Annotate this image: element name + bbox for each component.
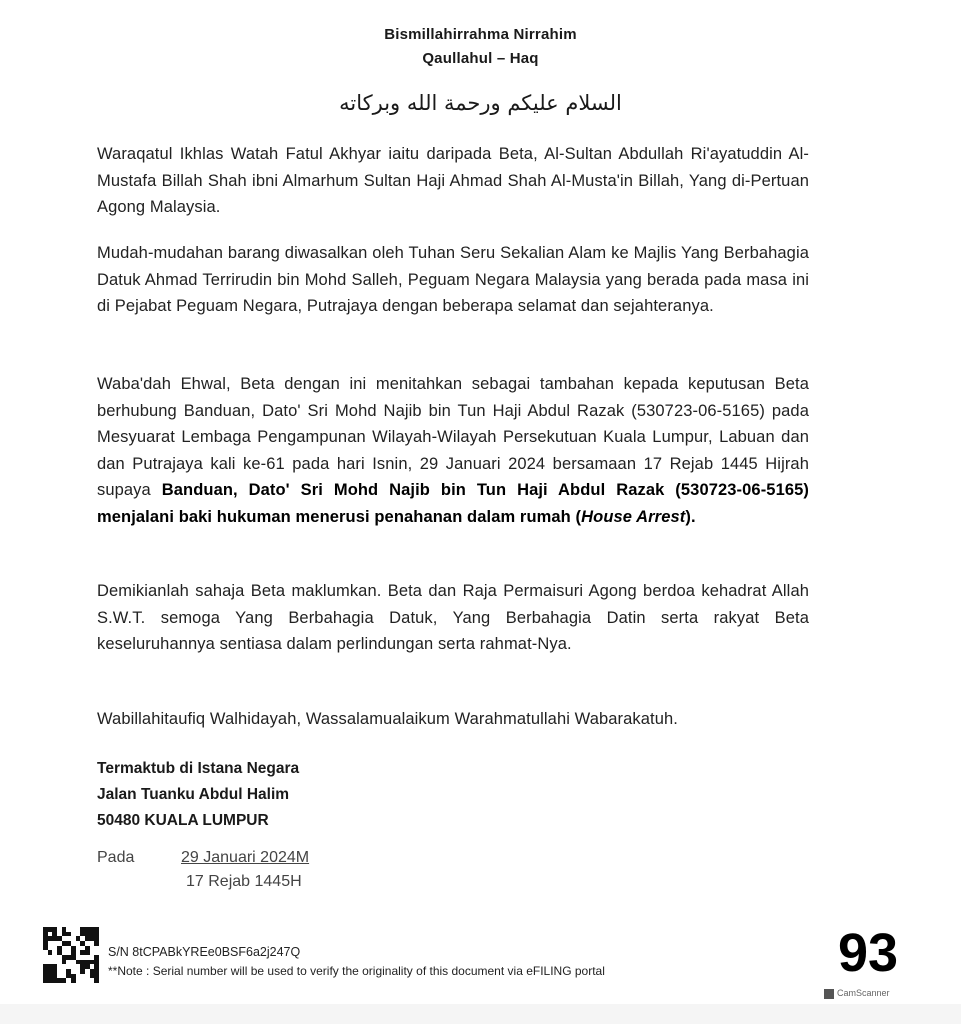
paragraph-3-bold-end: ). bbox=[685, 507, 696, 526]
serial-note: **Note : Serial number will be used to verify the originality of this document via eFILING portal bbox=[108, 964, 605, 978]
paragraph-3-text: Waba'dah Ehwal, Beta dengan ini menitahkan sebagai tambahan kepada keputusan Beta berhubung Banduan, Dato' Sri Mohd Najib bin Tun Haji Abdul Razak (530723-06-5165) pada Mesyuarat Lembaga Pengampunan Wilayah-Wilayah Persekutuan Kuala Lumpur, Labuan dan dan Putrajaya kali ke-61 pada hari Isnin, 29 Januari 2024 bersamaan 17 Rejab 1445 Hijrah supaya bbox=[97, 375, 809, 499]
date-label: Pada bbox=[97, 849, 135, 866]
arabic-greeting: السلام عليكم ورحمة الله وبركاته bbox=[339, 91, 622, 115]
address-line-3: 50480 KUALA LUMPUR bbox=[97, 812, 269, 829]
header-qaullahul: Qaullahul – Haq bbox=[422, 50, 539, 67]
address-block bbox=[97, 756, 299, 834]
scanner-label: CamScanner bbox=[837, 988, 890, 998]
address-line-1: Termaktub di Istana Negara bbox=[97, 760, 300, 777]
bottom-strip bbox=[0, 1004, 961, 1024]
scanner-watermark bbox=[824, 988, 890, 999]
date-hijri: 17 Rejab 1445H bbox=[186, 873, 302, 890]
page-number: 93 bbox=[838, 923, 899, 983]
paragraph-3-bold bbox=[97, 481, 809, 526]
paragraph-3 bbox=[97, 371, 809, 530]
paragraph-4: Demikianlah sahaja Beta maklumkan. Beta dan Raja Permaisuri Agong berdoa kehadrat Allah S.W.T. semoga Yang Berbahagia Datuk, Yang Berbahagia Datin serta rakyat Beta keseluruhannya sentiasa dalam perlindungan serta rahmat-Nya. bbox=[97, 582, 809, 653]
date-gregorian: 29 Januari 2024M bbox=[181, 849, 310, 866]
paragraph-3-house-arrest: House Arrest bbox=[581, 507, 686, 526]
address-line-2: Jalan Tuanku Abdul Halim bbox=[97, 786, 290, 803]
header-bismillah: Bismillahirrahma Nirrahim bbox=[384, 26, 577, 43]
paragraph-1: Waraqatul Ikhlas Watah Fatul Akhyar iaitu daripada Beta, Al-Sultan Abdullah Ri'ayatuddin Al-Mustafa Billah Shah ibni Almarhum Sultan Haji Ahmad Shah Al-Musta'in Billah, Yang di-Pertuan Agong Malaysia. bbox=[97, 145, 809, 216]
paragraph-2: Mudah-mudahan barang diwasalkan oleh Tuhan Seru Sekalian Alam ke Majlis Yang Berbahagia Datuk Ahmad Terrirudin bin Mohd Salleh, Peguam Negara Malaysia yang berada pada masa ini di Pejabat Peguam Negara, Putrajaya dengan beberapa selamat dan sejahteranya. bbox=[97, 244, 809, 315]
date-block bbox=[97, 846, 309, 894]
serial-number: S/N 8tCPABkYREe0BSF6a2j247Q bbox=[108, 945, 301, 959]
qr-code-icon bbox=[43, 927, 99, 983]
paragraph-5: Wabillahitaufiq Walhidayah, Wassalamualaikum Warahmatullahi Wabarakatuh. bbox=[97, 710, 678, 728]
paragraph-3-bold-text: Banduan, Dato' Sri Mohd Najib bin Tun Haji Abdul Razak (530723-06-5165) menjalani baki hukuman menerusi penahanan dalam rumah ( bbox=[97, 481, 809, 526]
scanner-logo-icon bbox=[824, 989, 834, 999]
